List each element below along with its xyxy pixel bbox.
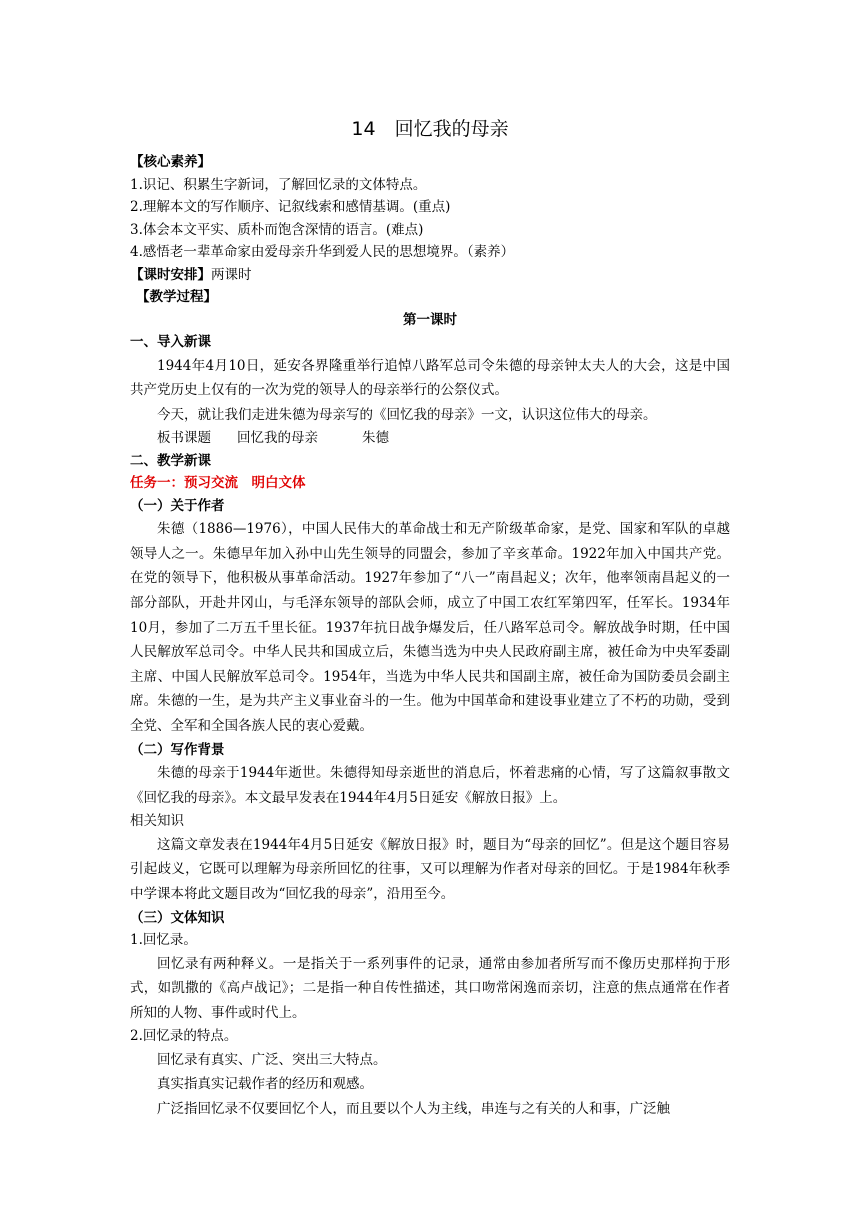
board-title: 回忆我的母亲	[237, 430, 318, 447]
schedule-label: 【课时安排】	[130, 266, 211, 283]
core-item: 3.体会本文平实、质朴而饱含深情的语言。(难点)	[130, 221, 424, 238]
board-label: 板书课题	[157, 430, 211, 447]
feature-paragraph: 真实指真实记载作者的经历和观感。	[157, 1076, 373, 1093]
subsection-heading: （三）文体知识	[130, 909, 225, 926]
related-label: 相关知识	[130, 813, 184, 830]
intro-paragraph: 今天，就让我们走进朱德为母亲写的《回忆我的母亲》一文，认识这位伟大的母亲。	[157, 406, 657, 423]
section-heading: 二、教学新课	[130, 452, 211, 469]
related-paragraph: 这篇文章发表在1944年4月5日延安《解放日报》时，题目为“母亲的回忆”。但是这个题目容易引起歧义，它既可以理解为母亲所回忆的往事，又可以理解为作者对母亲的回忆。于是1984年秋季中学课本将此文题目改为“回忆我的母亲”，沿用至今。	[130, 836, 730, 902]
feature-paragraph: 广泛指回忆录不仅要回忆个人，而且要以个人为主线，串连与之有关的人和事，广泛触	[157, 1101, 670, 1118]
board-line	[130, 427, 730, 450]
schedule-value: 两课时	[211, 266, 252, 283]
process-heading: 【教学过程】	[136, 289, 217, 305]
core-item: 2.理解本文的写作顺序、记叙线索和感情基调。(重点)	[130, 199, 451, 215]
core-item: 4.感悟老一辈革命家由爱母亲升华到爱人民的思想境界。（素养）	[130, 244, 515, 260]
author-paragraph: 朱德（1886—1976），中国人民伟大的革命战士和无产阶级革命家，是党、国家和军队的卓越领导人之一。朱德早年加入孙中山先生领导的同盟会，参加了辛亥革命。1922年加入中国共产党。在党的领导下，他积极从事革命活动。1927年参加了“八一”南昌起义；次年，他率领南昌起义的一部分部队，开赴井冈山，与毛泽东领导的部队会师，成立了中国工农红军第四军，任军长。1934年10月，参加了二万五千里长征。1937年抗日战争爆发后，任八路军总司令。解放战争时期，任中国人民解放军总司令。中华人民共和国成立后，朱德当选为中央人民政府副主席，被任命为中央军委副主席、中国人民解放军总司令。1954年，当选为中华人民共和国副主席，被任命为国防委员会副主席。朱德的一生，是为共产主义事业奋斗的一生。他为中国革命和建设事业建立了不朽的功勋，受到全党、全军和全国各族人民的衷心爱戴。	[130, 521, 730, 735]
lesson-title: 第一课时	[403, 311, 457, 328]
memoir-paragraph: 回忆录有两种释义。一是指关于一系列事件的记录，通常由参加者所写而不像历史那样拘于形式，如凯撒的《高卢战记》；二是指一种自传性描述，其口吻常闲逸而亲切，注意的焦点通常在作者所知的人物、事件或时代上。	[130, 955, 730, 1021]
list-item: 2.回忆录的特点。	[130, 1028, 238, 1045]
core-item: 1.识记、积累生字新词，了解回忆录的文体特点。	[130, 176, 427, 193]
schedule-line	[130, 264, 730, 287]
background-paragraph: 朱德的母亲于1944年逝世。朱德得知母亲逝世的消息后，怀着悲痛的心情，写了这篇叙事散文《回忆我的母亲》。本文最早发表在1944年4月5日延安《解放日报》上。	[130, 765, 730, 806]
core-heading: 【核心素养】	[130, 154, 211, 170]
board-author: 朱德	[362, 430, 389, 447]
list-item: 1.回忆录。	[130, 932, 197, 949]
task-heading: 任务一：预习交流 明白文体	[130, 475, 306, 492]
document-page	[130, 114, 730, 1122]
intro-paragraph: 1944年4月10日，延安各界隆重举行追悼八路军总司令朱德的母亲钟太夫人的大会，这是中国共产党历史上仅有的一次为党的领导人的母亲举行的公祭仪式。	[130, 357, 730, 399]
page-title: 14 回忆我的母亲	[351, 118, 509, 140]
section-heading: 一、导入新课	[130, 334, 211, 350]
subsection-heading: （一）关于作者	[130, 497, 225, 514]
feature-paragraph: 回忆录有真实、广泛、突出三大特点。	[157, 1051, 387, 1068]
subsection-heading: （二）写作背景	[130, 741, 225, 758]
